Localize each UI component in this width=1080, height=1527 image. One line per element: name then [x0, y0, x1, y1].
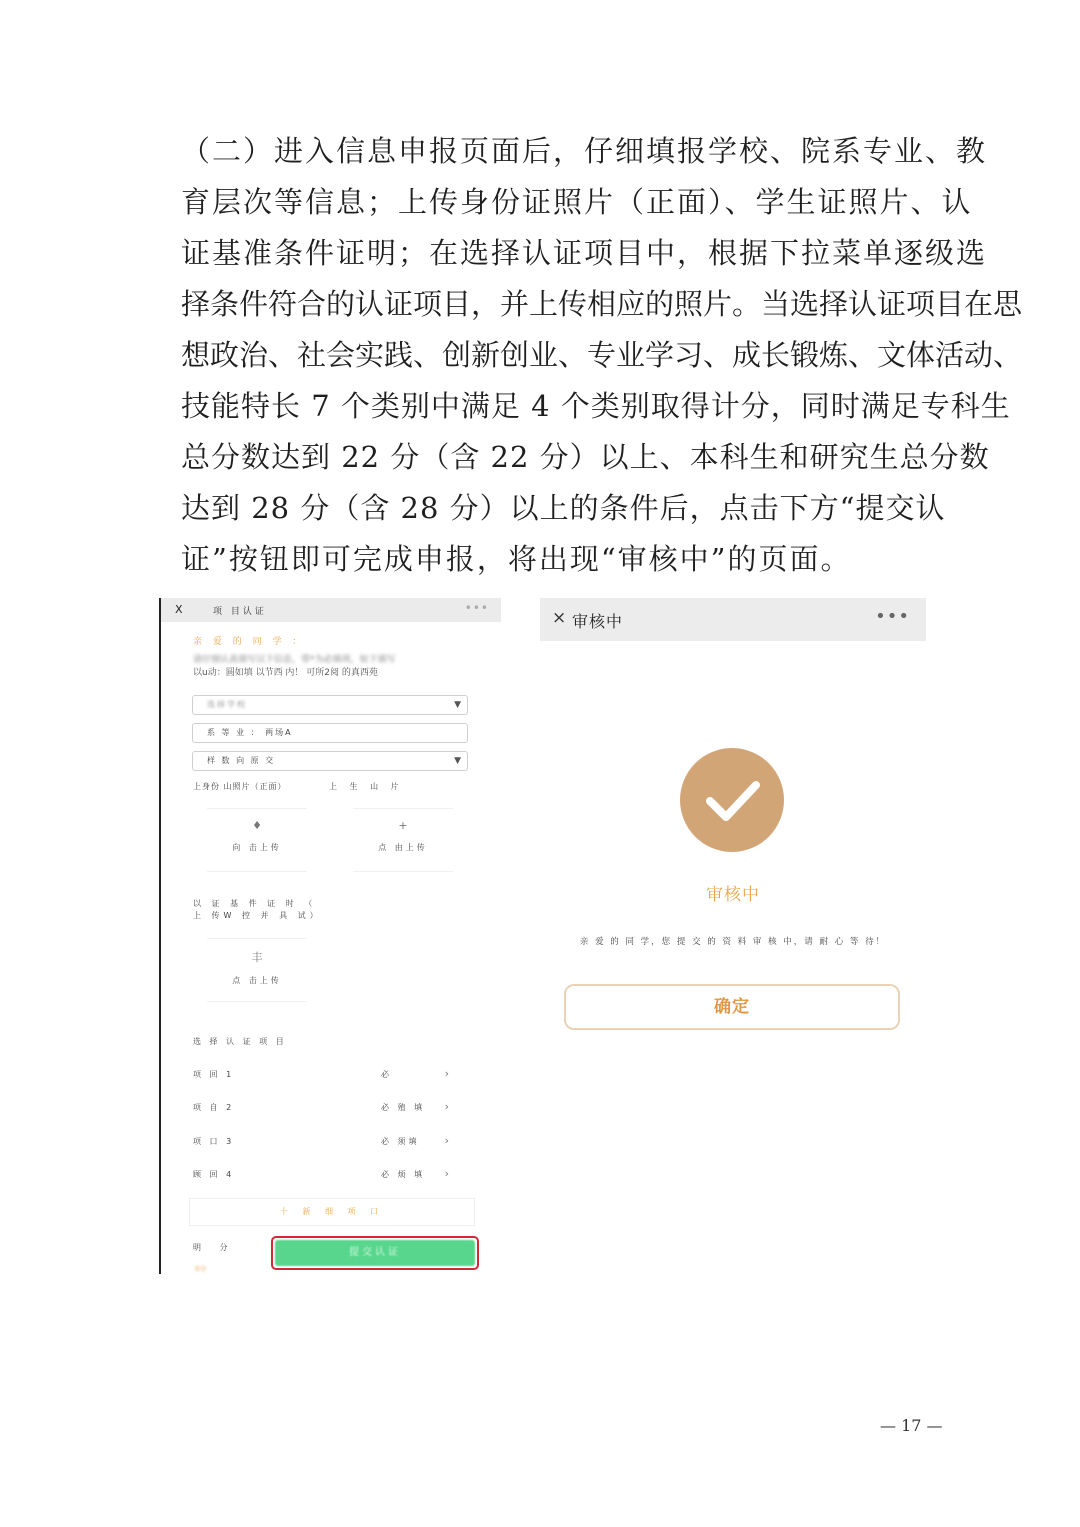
notice-line: 请仔细认真填写以下信息，带*为必填项，如下填写: [193, 655, 396, 665]
paragraph-line: （二）进入信息申报页面后，仔细填报学校、院系专业、教: [181, 134, 988, 168]
student-card-label: 上 生 山 片: [329, 782, 404, 791]
paragraph-line: 总分数达到 22 分（含 22 分）以上、本科生和研究生总分数: [181, 440, 990, 474]
upload-icon: 丰: [251, 951, 263, 964]
page-title: 审核中: [572, 612, 624, 631]
education-level-value: 样 数 向 原 交: [207, 756, 276, 765]
major-field[interactable]: [192, 723, 468, 743]
project-row[interactable]: [193, 1136, 449, 1152]
education-level-select[interactable]: [192, 751, 468, 771]
paragraph-line: 技能特长 7 个类别中满足 4 个类别取得计分，同时满足专科生: [181, 389, 1011, 423]
check-icon: [680, 748, 784, 852]
major-field-value: 系 等 业 ： 两场A: [207, 728, 293, 737]
more-icon[interactable]: •••: [875, 606, 910, 627]
dropdown-arrow-icon: ▼: [454, 700, 461, 710]
submit-highlight: [271, 1236, 479, 1270]
add-project-button[interactable]: 十 新 细 项 口: [189, 1198, 475, 1226]
upload-caption: 向 击上传: [232, 843, 282, 852]
score-value: 0分: [195, 1265, 207, 1273]
upload-caption: 点 击上传: [232, 976, 282, 985]
close-icon[interactable]: X: [175, 603, 183, 616]
cert-proof-label: 以 证 基 件 证 时 （ 上 传W 控 并 具 试）: [193, 899, 322, 920]
upload-icon: ♦: [252, 819, 262, 832]
paragraph-line: 达到 28 分（含 28 分）以上的条件后，点击下方“提交认: [181, 491, 946, 525]
instruction-paragraph: [181, 126, 1023, 585]
page-title: 项 目认证: [213, 607, 267, 617]
status-message: 亲 爱 的 同 学，您 提 交 的 资 料 审 核 中，请 耐 心 等 待！: [579, 937, 887, 947]
title-bar: [540, 598, 926, 641]
chevron-right-icon: ›: [444, 1067, 449, 1080]
upload-cert-proof[interactable]: [207, 938, 307, 1002]
paragraph-line: 择条件符合的认证项目，并上传相应的照片。当选择认证项目在思: [181, 287, 1023, 321]
school-select-value: 选择学校: [207, 700, 247, 709]
title-bar: [161, 598, 501, 622]
project-name: 顾 回 4: [193, 1170, 235, 1179]
project-row[interactable]: [193, 1102, 449, 1118]
submit-cert-button[interactable]: 提交认证: [275, 1240, 475, 1266]
upload-student-card[interactable]: [353, 808, 453, 872]
more-icon[interactable]: •••: [464, 601, 489, 615]
select-project-label: 选 择 认 证 项 目: [193, 1037, 287, 1046]
close-icon[interactable]: ×: [552, 608, 567, 628]
notice-text: [193, 654, 473, 682]
project-status: 必 殖 填: [381, 1103, 426, 1112]
upload-caption: 点 由上传: [378, 843, 428, 852]
upload-id-photo[interactable]: [207, 808, 307, 872]
project-cert-screenshot: [159, 598, 501, 1274]
under-review-screenshot: [540, 598, 926, 1058]
status-circle: [680, 748, 784, 852]
paragraph-line: 想政治、社会实践、创新创业、专业学习、成长锻炼、文体活动、: [181, 338, 1023, 372]
paragraph-line: 证”按钮即可完成申报，将出现“审核中”的页面。: [181, 542, 852, 576]
project-status: 必 烦 填: [381, 1170, 426, 1179]
project-row[interactable]: [193, 1169, 449, 1185]
page-number: — 17 —: [880, 1416, 943, 1435]
project-name: 项 回 1: [193, 1070, 235, 1079]
school-select[interactable]: [192, 695, 468, 715]
chevron-right-icon: ›: [444, 1134, 449, 1147]
plus-icon: +: [398, 819, 408, 832]
confirm-button[interactable]: 确定: [564, 984, 900, 1030]
id-photo-label: 上身份 山照片（正面）: [193, 782, 287, 791]
project-row[interactable]: [193, 1069, 449, 1085]
notice-line: 以u动：圆如填 以节西 内！ 可所2阅 的真西苑: [193, 668, 378, 678]
dropdown-arrow-icon: ▼: [454, 756, 461, 766]
status-text: 审核中: [706, 885, 760, 905]
project-status: 必: [381, 1070, 392, 1079]
score-label: 明 分: [193, 1243, 236, 1252]
greeting-text: 亲 爱 的 同 学 ：: [193, 637, 306, 647]
paragraph-line: 育层次等信息；上传身份证照片（正面）、学生证照片、认: [181, 185, 973, 219]
project-name: 项 口 3: [193, 1137, 235, 1146]
paragraph-line: 证基准条件证明；在选择认证项目中，根据下拉菜单逐级选: [181, 236, 988, 270]
project-status: 必 须填: [381, 1137, 420, 1146]
project-name: 项 自 2: [193, 1103, 235, 1112]
chevron-right-icon: ›: [444, 1100, 449, 1113]
chevron-right-icon: ›: [444, 1167, 449, 1180]
